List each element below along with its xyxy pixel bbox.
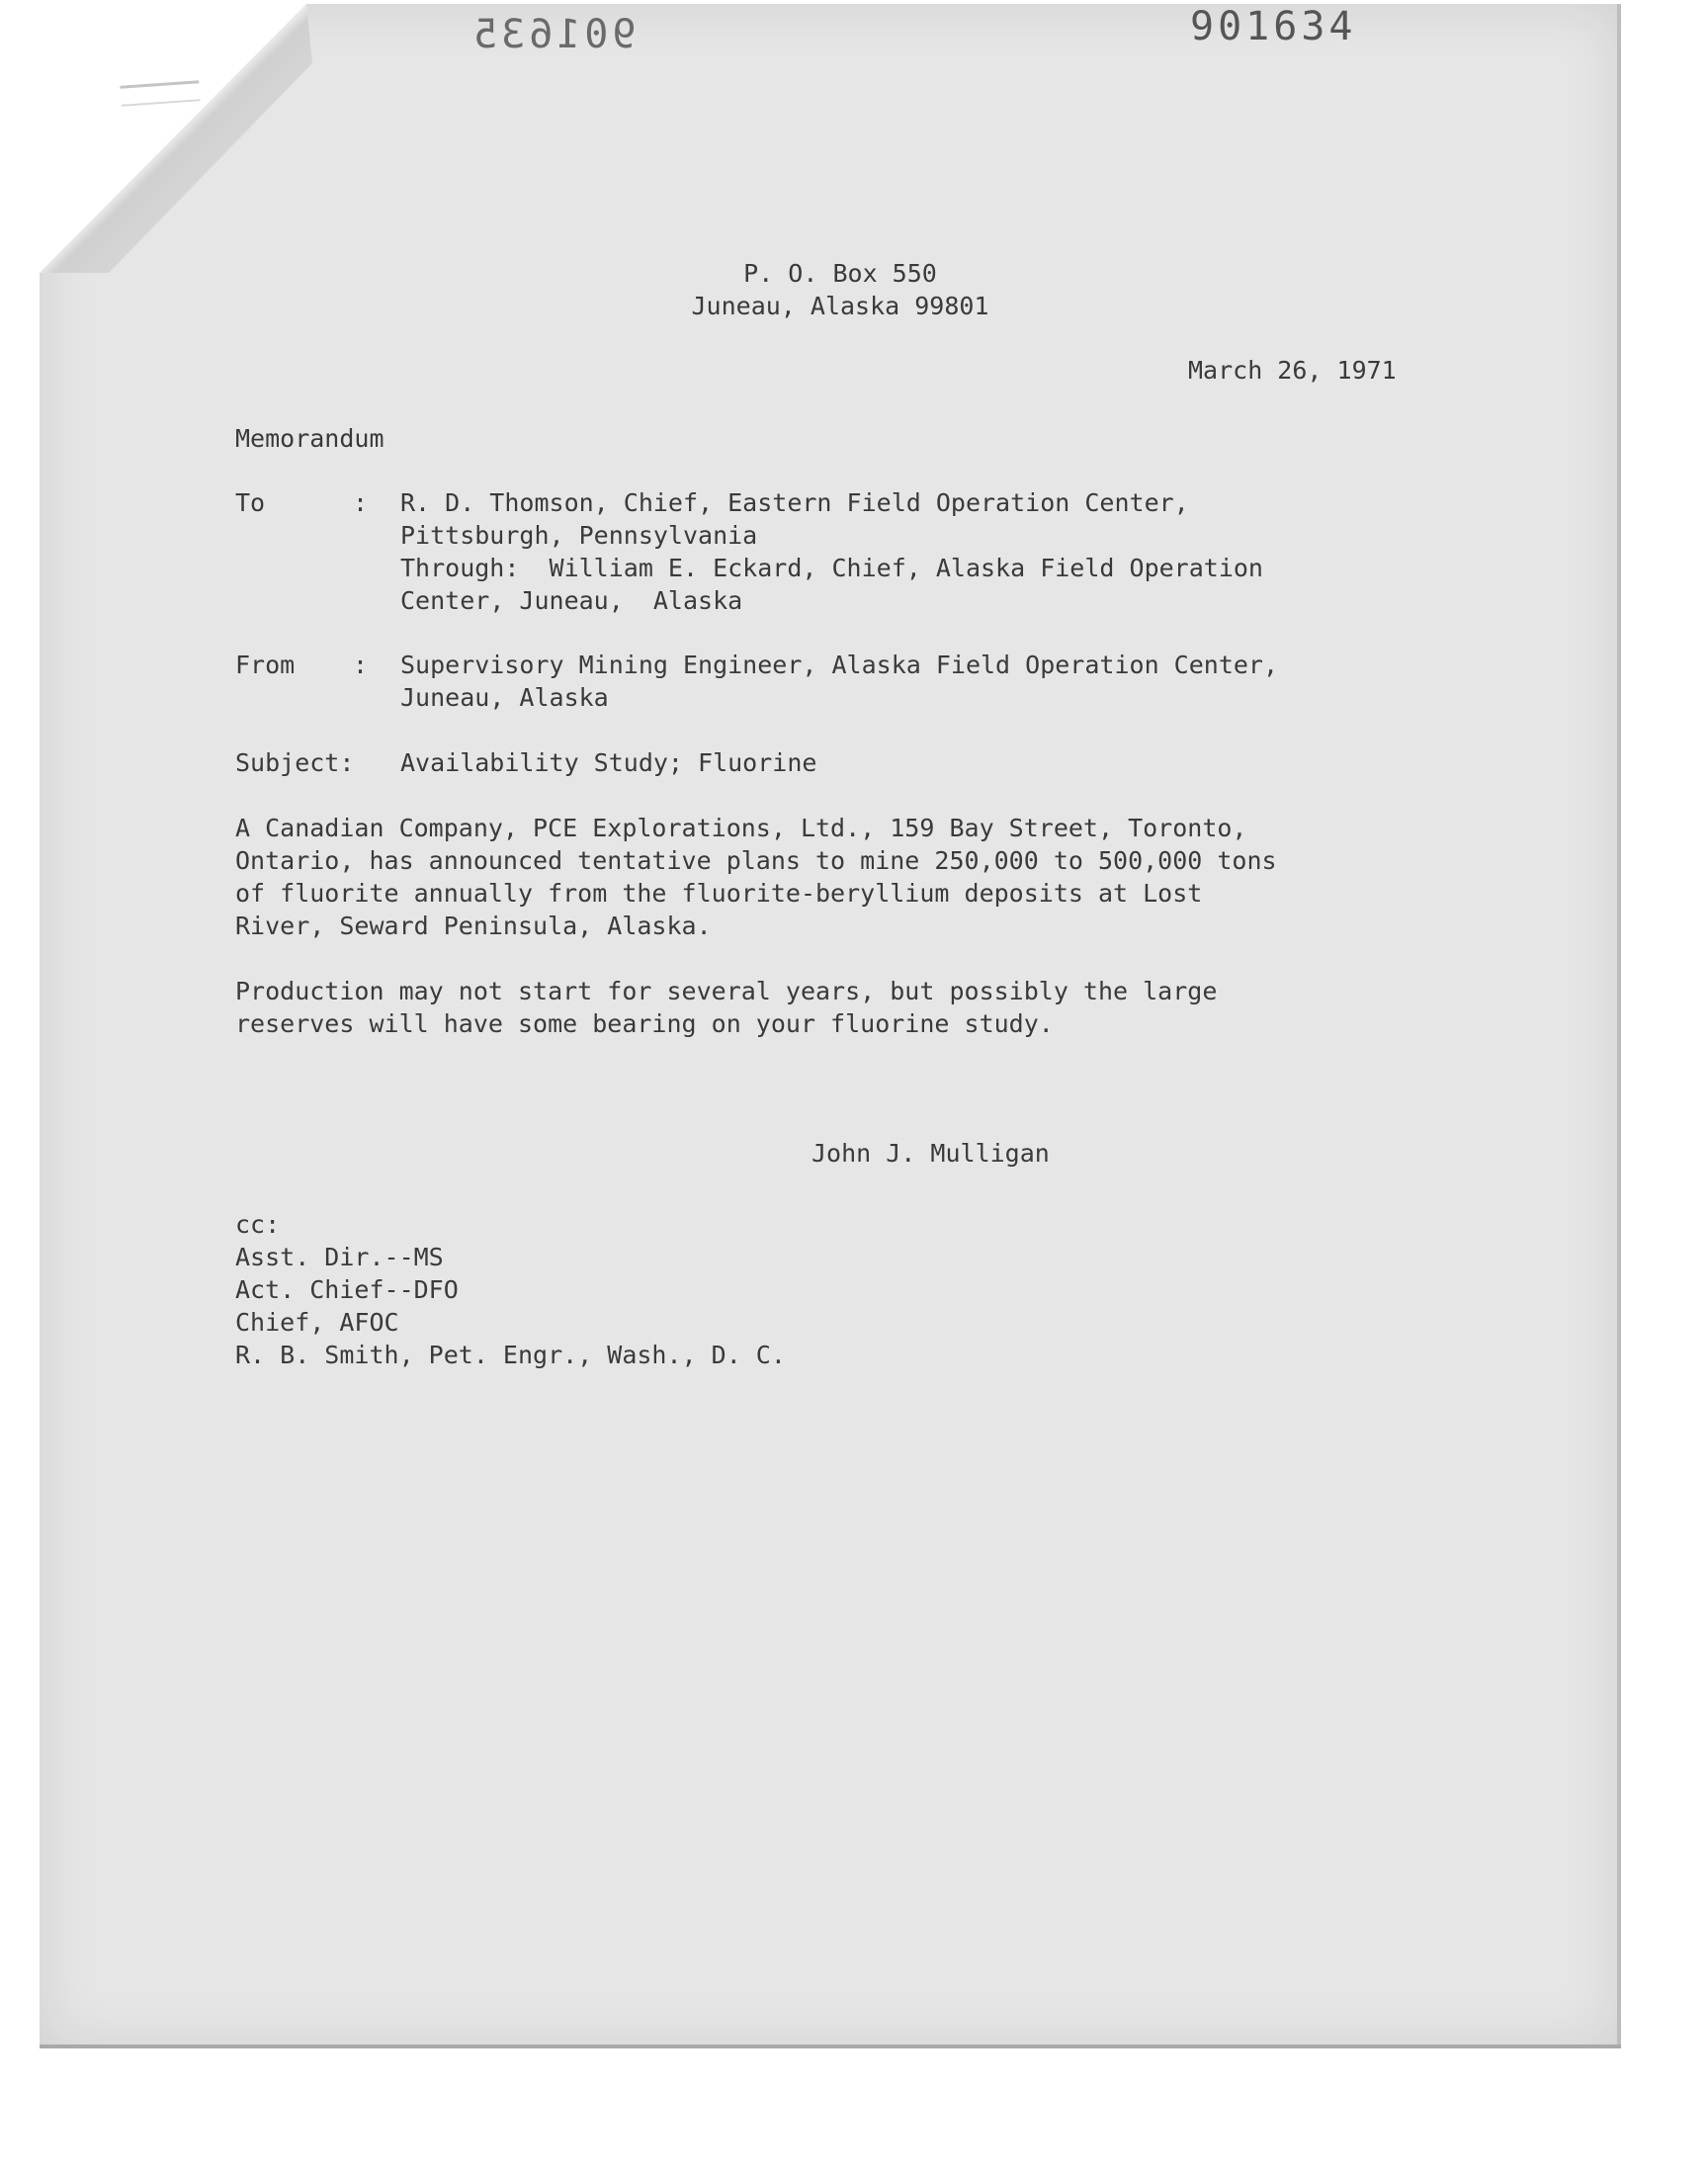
cc-item: Chief, AFOC: [235, 1308, 399, 1337]
cc-label: cc:: [235, 1210, 281, 1239]
from-separator: :: [353, 651, 369, 679]
subject-text: Availability Study; Fluorine: [400, 748, 817, 777]
body-paragraph-1-line-2: Ontario, has announced tentative plans to mine 250,000 to 500,000 tons: [235, 846, 1277, 875]
body-paragraph-1-line-4: River, Seward Peninsula, Alaska.: [235, 912, 712, 940]
signature-name: John J. Mulligan: [811, 1139, 1050, 1168]
body-paragraph-2-line-2: reserves will have some bearing on your fluorine study.: [235, 1009, 1054, 1038]
to-line-2: Pittsburgh, Pennsylvania: [400, 521, 758, 550]
mirrored-stamp-number: 901635: [470, 12, 637, 57]
staple-mark: [120, 80, 200, 107]
body-paragraph-2-line-1: Production may not start for several years, but possibly the large: [235, 977, 1218, 1005]
from-label: From: [235, 651, 296, 679]
sheet-edge-right: [1617, 4, 1621, 2048]
memo-type: Memorandum: [235, 424, 384, 453]
through-line-1: Through: William E. Eckard, Chief, Alaska Field Operation: [400, 554, 1263, 582]
from-line-1: Supervisory Mining Engineer, Alaska Field Operation Center,: [400, 651, 1279, 679]
to-label: To: [235, 488, 266, 517]
subject-label: Subject:: [235, 748, 355, 777]
body-paragraph-1-line-3: of fluorite annually from the fluorite-beryllium deposits at Lost: [235, 879, 1203, 908]
stamp-number: 901634: [1190, 4, 1357, 49]
through-line-2: Center, Juneau, Alaska: [400, 586, 743, 615]
cc-item: R. B. Smith, Pet. Engr., Wash., D. C.: [235, 1341, 786, 1369]
body-paragraph-1-line-1: A Canadian Company, PCE Explorations, Ltd., 159 Bay Street, Toronto,: [235, 814, 1247, 842]
to-line-1: R. D. Thomson, Chief, Eastern Field Operation Center,: [400, 488, 1189, 517]
cc-item: Act. Chief--DFO: [235, 1275, 459, 1304]
from-line-2: Juneau, Alaska: [400, 683, 609, 712]
sheet-edge-bottom: [40, 2044, 1621, 2048]
address-line-1: P. O. Box 550: [743, 259, 937, 288]
cc-item: Asst. Dir.--MS: [235, 1243, 444, 1271]
to-separator: :: [353, 488, 369, 517]
memo-date: March 26, 1971: [1188, 356, 1397, 385]
address-line-2: Juneau, Alaska 99801: [691, 292, 989, 320]
